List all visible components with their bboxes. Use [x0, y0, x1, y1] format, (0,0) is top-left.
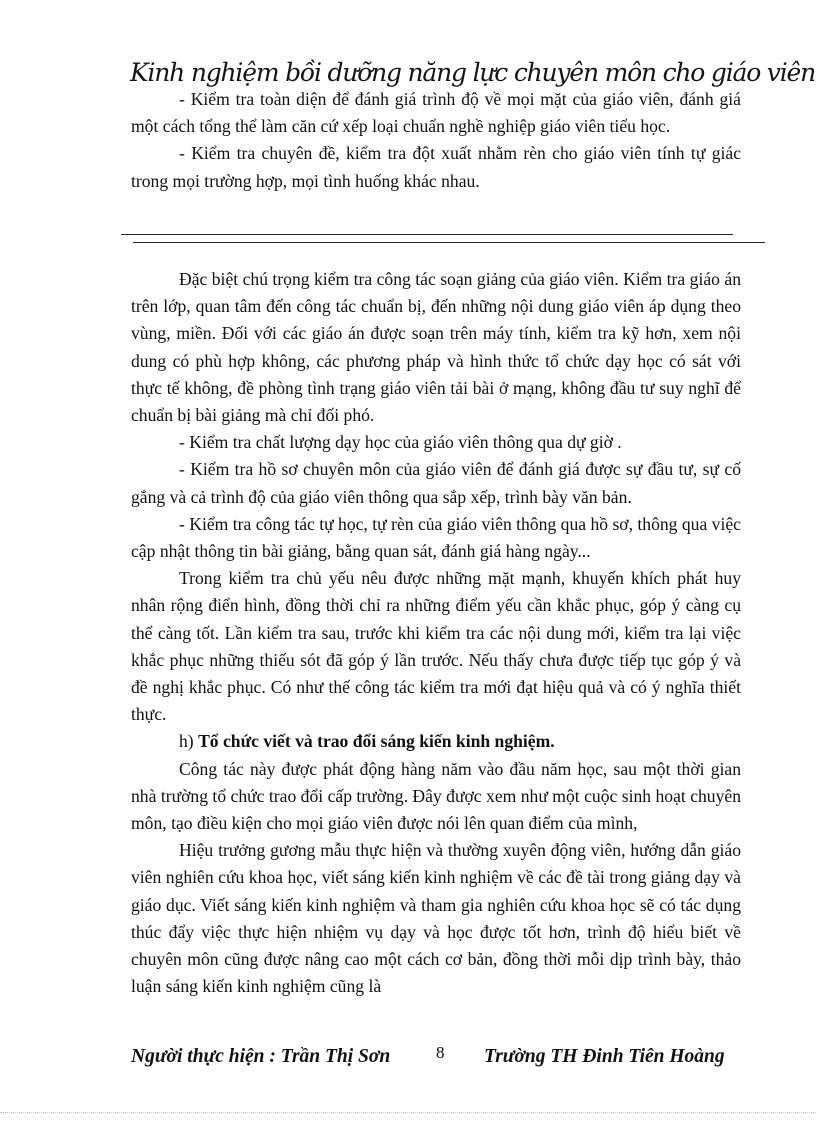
paragraph-principal-guidance: Hiệu trưởng gương mẫu thực hiện và thường xuyên động viên, hướng dẫn giáo viên nghiên cứu khoa học, viết sáng kiến kinh nghiệm về các đề tài trong giảng dạy và giáo dục. Viết sáng kiến kinh nghiệm và tham gia nghiên cứu khoa học sẽ có tác dụng thúc đẩy việc thực hiện nhiệm vụ dạy và học được tốt hơn, trình độ hiểu biết về chuyên môn cũng được nâng cao một cách cơ bản, đồng thời mỗi dịp trình bày, thảo luận sáng kiến kinh nghiệm cũng là — [131, 840, 741, 997]
section-heading-text: Tổ chức viết và trao đổi sáng kiến kinh nghiệm. — [198, 731, 555, 752]
document-header-title: Kinh nghiệm bồi dưỡng năng lực chuyên môn cho giáo viên — [130, 58, 816, 87]
page-bottom-dotted-border — [0, 1112, 816, 1113]
section-heading-h — [131, 728, 741, 755]
paragraph-annual-campaign: Công tác này được phát động hàng năm vào đầu năm học, sau một thời gian nhà trường tổ chức trao đổi cấp trường. Đây được xem như một cuộc sinh hoạt chuyên môn, tạo điều kiện cho mọi giáo viên được nói lên quan điểm của mình, — [131, 758, 741, 834]
paragraph-lesson-plan-check: Đặc biệt chú trọng kiểm tra công tác soạn giảng của giáo viên. Kiểm tra giáo án trên lớp, quan tâm đến công tác chuẩn bị, đến những nội dung giáo viên áp dụng theo vùng, miền. Đối với các giáo án được soạn trên máy tính, kiểm tra kỹ hơn, xem nội dung có phù hợp không, các phương pháp và hình thức tổ chức dạy học có sát với thực tế không, đề phòng tình trạng giáo viên tải bài ở mạng, không đầu tư suy nghĩ để chuẩn bị bài giảng mà chỉ đối phó. — [131, 269, 741, 426]
page-number: 8 — [436, 1043, 445, 1062]
footer-school: Trường TH Đinh Tiên Hoàng — [484, 1046, 725, 1067]
section-heading-prefix: h) — [179, 731, 199, 752]
footer-author: Người thực hiện : Trần Thị Sơn — [131, 1046, 391, 1067]
paragraph-topic-check: - Kiểm tra chuyên đề, kiểm tra đột xuất nhằm rèn cho giáo viên tính tự giác trong mọi trường hợp, mọi tình huống khác nhau. — [131, 143, 741, 191]
separator-line-bottom — [133, 242, 765, 243]
paragraph-comprehensive-check: - Kiểm tra toàn diện để đánh giá trình độ về mọi mặt của giáo viên, đánh giá một cách tổng thể làm căn cứ xếp loại chuẩn nghề nghiệp giáo viên tiểu học. — [131, 89, 741, 137]
paragraph-self-study-check: - Kiểm tra công tác tự học, tự rèn của giáo viên thông qua hồ sơ, thông qua việc cập nhật thông tin bài giảng, bằng quan sát, đánh giá hàng ngày... — [131, 513, 741, 562]
top-paragraphs — [131, 86, 741, 195]
separator-line-top — [121, 234, 733, 235]
paragraph-records-check: - Kiểm tra hồ sơ chuyên môn của giáo viên để đánh giá được sự đầu tư, sự cố gắng và cả trình độ của giáo viên thông qua sắp xếp, trình bày văn bản. — [131, 459, 741, 507]
paragraph-teaching-quality: - Kiểm tra chất lượng dạy học của giáo viên thông qua dự giờ . — [179, 432, 622, 453]
main-body — [131, 266, 741, 1000]
paragraph-strengths-weaknesses: Trong kiểm tra chủ yếu nêu được những mặt mạnh, khuyến khích phát huy nhân rộng điển hình, đồng thời chỉ ra những điểm yếu cần khắc phục, góp ý càng cụ thể càng tốt. Lần kiểm tra sau, trước khi kiểm tra các nội dung mới, kiểm tra lại việc khắc phục những thiếu sót đã góp ý lần trước. Nếu thấy chưa được tiếp tục góp ý và đề nghị khắc phục. Có như thế công tác kiểm tra mới đạt hiệu quả và có ý nghĩa thiết thực. — [131, 568, 741, 725]
